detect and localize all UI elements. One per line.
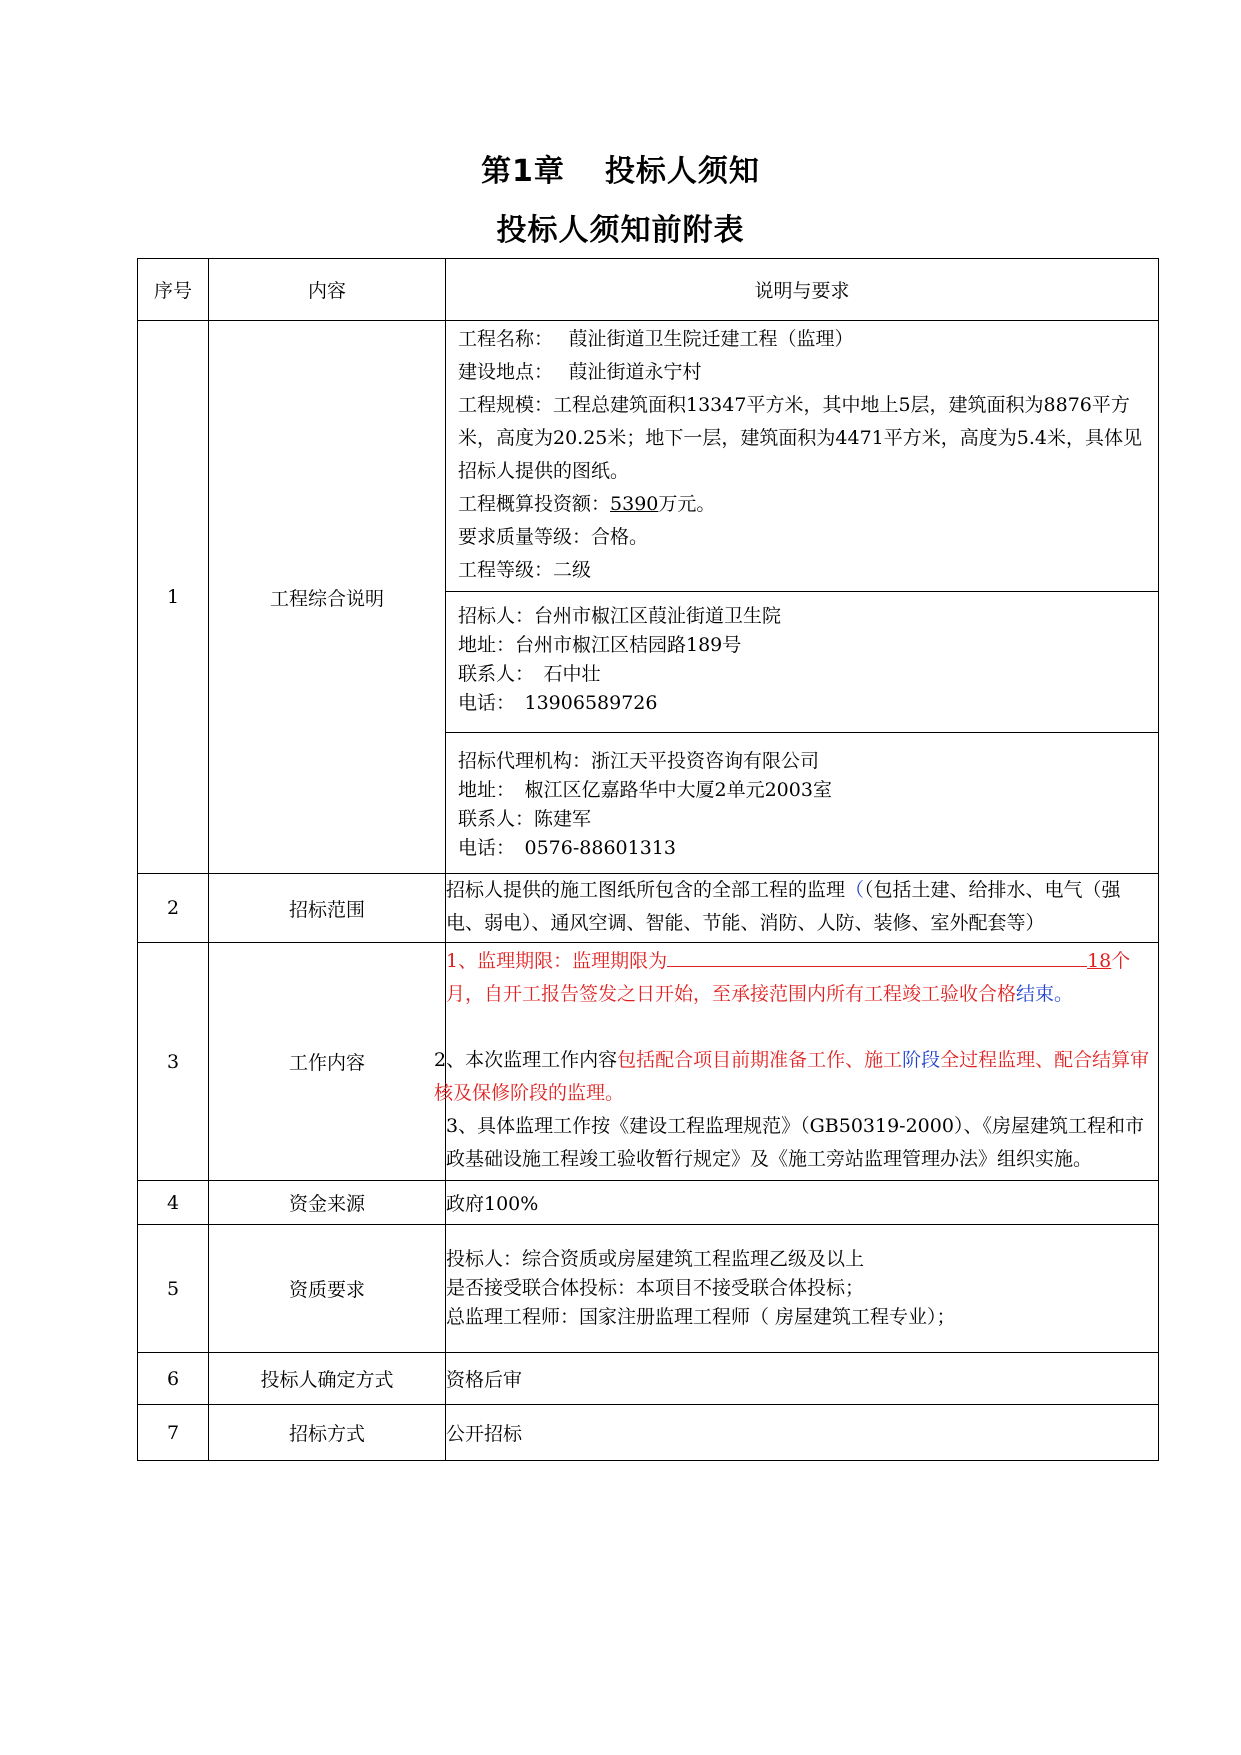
header-description: 说明与要求 [446,259,1159,321]
agency-contact: 联系人：陈建军 [458,808,592,830]
row-description: 政府100% [446,1181,1159,1225]
header-content: 内容 [209,259,446,321]
row-label: 工程综合说明 [209,321,446,874]
table-row [138,1405,1159,1461]
budget-value: 5390 [610,493,659,515]
row-number: 5 [138,1225,209,1353]
work-item-2: 2、本次监理工作内容包括配合项目前期准备工作、施工阶段全过程监理、配合结算审核及保修阶段的监理。 [434,1049,1150,1104]
project-location: 建设地点： 葭沚街道永宁村 [458,361,702,383]
scope-items: （包括土建、给排水、电气（强电、弱电）、通风空调、智能、节能、消防、人防、装修、室外配套等） [446,879,1121,934]
row-description: 公开招标 [446,1405,1159,1461]
row-number: 7 [138,1405,209,1461]
work-item-3: 3、具体监理工作按《建设工程监理规范》（GB50319-2000）、《房屋建筑工程和市政基础设施工程竣工验收暂行规定》及《施工旁站监理管理办法》组织实施。 [446,1115,1144,1170]
scope-text: 招标人提供的施工图纸所包含的全部工程的监理 [446,879,846,901]
row-label: 招标方式 [209,1405,446,1461]
project-budget: 工程概算投资额：5390万元。 [458,493,716,515]
project-name: 工程名称： 葭沚街道卫生院迁建工程（监理） [458,328,854,350]
row-description [434,943,1159,1181]
table-row [138,1181,1159,1225]
row-label: 工作内容 [209,943,446,1181]
chapter-heading [0,146,1241,190]
agency-name: 招标代理机构：浙江天平投资咨询有限公司 [458,750,820,772]
bidder-instructions-table [137,258,1159,1461]
work-item-1: 1、监理期限：监理期限为 18个月，自开工报告签发之日开始，至承接范围内所有工程竣工验收合格结束。 [446,950,1131,1005]
header-row [138,259,1159,321]
table-row [138,1225,1159,1353]
row-number: 6 [138,1353,209,1405]
table-row [138,1353,1159,1405]
row-label: 资质要求 [209,1225,446,1353]
project-info-block [446,321,1158,591]
row-description: 资格后审 [446,1353,1159,1405]
period-blank-line [667,948,1087,967]
tenderer-name: 招标人：台州市椒江区葭沚街道卫生院 [458,605,782,627]
table-row [138,943,1159,1181]
row-description [446,1225,1159,1353]
agency-address: 地址： 椒江区亿嘉路华中大厦2单元2003室 [458,779,832,801]
qualification-consortium: 是否接受联合体投标：本项目不接受联合体投标； [446,1277,865,1299]
table-row [138,874,1159,943]
project-scale: 工程规模：工程总建筑面积13347平方米，其中地上5层，建筑面积为8876平方米，高度为20.25米；地下一层，建筑面积为4471平方米，高度为5.4米，具体见招标人提供的图纸。 [458,394,1142,482]
tenderer-phone: 电话： 13906589726 [458,692,658,714]
agency-info-block [446,732,1158,873]
row-number: 4 [138,1181,209,1225]
row-label: 资金来源 [209,1181,446,1225]
row-number: 3 [138,943,209,1181]
agency-phone: 电话： 0576-88601313 [458,837,676,859]
period-months: 18 [1087,950,1112,972]
row-description [446,321,1159,874]
table-title: 投标人须知前附表 [496,213,745,248]
row-number: 2 [138,874,209,943]
qualification-bidder: 投标人：综合资质或房屋建筑工程监理乙级及以上 [446,1248,865,1270]
qualification-chief-engineer: 总监理工程师：国家注册监理工程师（ 房屋建筑工程专业）； [446,1306,956,1328]
header-seq: 序号 [138,259,209,321]
row-number: 1 [138,321,209,874]
row-description [446,874,1159,943]
tenderer-address: 地址：台州市椒江区桔园路189号 [458,634,742,656]
tenderer-contact: 联系人： 石中壮 [458,663,601,685]
project-grade: 工程等级：二级 [458,559,592,581]
tenderer-info-block [446,591,1158,732]
row-label: 投标人确定方式 [209,1353,446,1405]
chapter-number: 第1章 [481,154,565,189]
row-label: 招标范围 [209,874,446,943]
chapter-title: 投标人须知 [604,154,760,189]
project-quality: 要求质量等级：合格。 [458,526,649,548]
scope-paren-start: （ [845,879,865,901]
table-row [138,321,1159,874]
